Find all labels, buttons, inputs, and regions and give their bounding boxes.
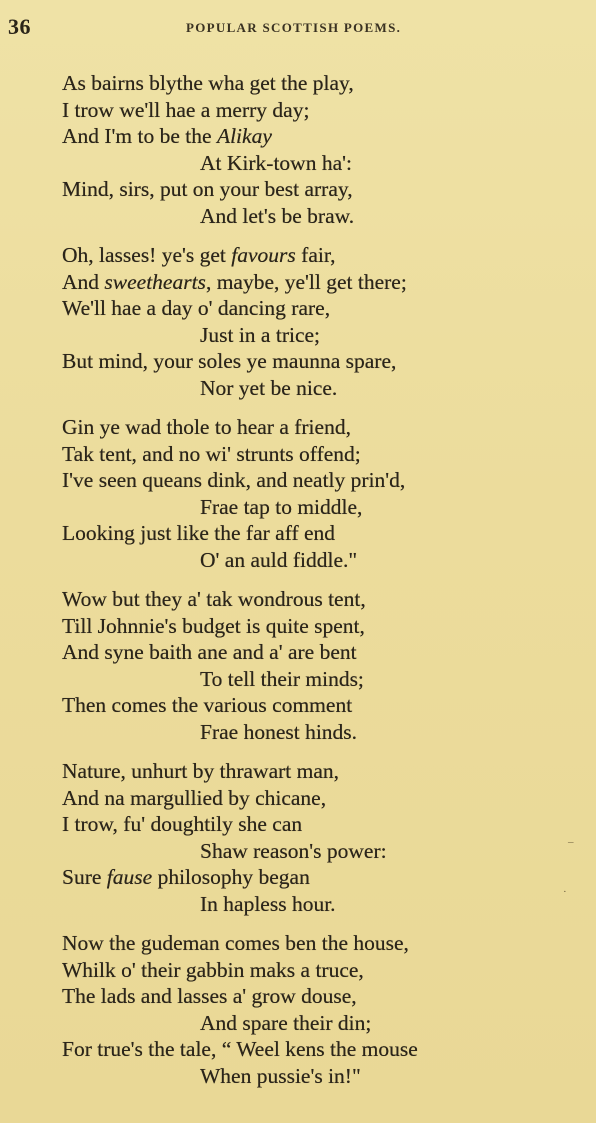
- poem-line: [62, 520, 582, 547]
- italic-word: Alikay: [216, 124, 272, 148]
- poem-line: [62, 586, 582, 613]
- line-text: We'll hae a day o' dancing rare,: [62, 296, 331, 320]
- line-text: And: [62, 269, 105, 294]
- poem-line: [62, 441, 582, 468]
- stanza: [62, 930, 582, 1089]
- italic-word: favours: [231, 243, 296, 267]
- poem-line: [62, 930, 582, 957]
- poem-line: [62, 414, 582, 441]
- line-text: Wow but they a' tak wondrous tent,: [62, 587, 366, 611]
- line-text: To tell their minds;: [200, 666, 364, 691]
- line-text: Then comes the various comment: [62, 693, 353, 717]
- line-text: And let's be braw.: [200, 203, 355, 228]
- poem-line: [62, 97, 582, 124]
- poem-line: [62, 983, 582, 1010]
- line-text: Gin ye wad thole to hear a friend,: [62, 415, 351, 439]
- poem-line: [62, 348, 582, 375]
- line-text: Now the gudeman comes ben the house,: [62, 931, 409, 955]
- line-text: Oh, lasses! ye's get: [62, 243, 232, 267]
- line-text: Frae tap to middle,: [200, 494, 363, 519]
- line-text: I've seen queans dink, and neatly prin'd,: [62, 468, 406, 492]
- line-text-after: fair,: [295, 243, 336, 267]
- poem-line: [62, 666, 582, 693]
- line-text: Nor yet be nice.: [200, 375, 338, 400]
- italic-word: sweethearts: [104, 269, 206, 294]
- line-text: But mind, your soles ye maunna spare,: [62, 349, 397, 373]
- poem-line: [62, 70, 582, 97]
- poem-line: [62, 811, 582, 838]
- line-text: I trow we'll hae a merry day;: [62, 97, 310, 122]
- stanza: [62, 70, 582, 229]
- poem-line: [62, 375, 582, 402]
- line-text: When pussie's in!": [200, 1063, 361, 1088]
- poem-line: [62, 203, 582, 230]
- line-text: The lads and lasses a' grow douse,: [62, 984, 357, 1008]
- stanza: [62, 414, 582, 573]
- poem-line: [62, 295, 582, 322]
- line-text: In hapless hour.: [200, 891, 336, 916]
- poem-line: [62, 467, 582, 494]
- poem-line: [62, 150, 582, 177]
- poem-line: [62, 1010, 582, 1037]
- poem-line: [62, 1036, 582, 1063]
- line-text: Whilk o' their gabbin maks a truce,: [62, 957, 364, 982]
- poem-line: [62, 242, 582, 269]
- poem-line: [62, 176, 582, 203]
- line-text: Looking just like the far aff end: [62, 521, 336, 545]
- stanza: [62, 586, 582, 745]
- poem-line: [62, 269, 582, 296]
- poem-line: [62, 613, 582, 640]
- line-text: Frae honest hinds.: [200, 719, 358, 744]
- poem-line: [62, 758, 582, 785]
- line-text: Till Johnnie's budget is quite spent,: [62, 613, 365, 638]
- line-text: Tak tent, and no wi' strunts offend;: [62, 441, 361, 466]
- poem-line: [62, 891, 582, 918]
- line-text: At Kirk-town ha':: [200, 150, 352, 175]
- line-text: And spare their din;: [200, 1010, 372, 1035]
- line-text: Mind, sirs, put on your best array,: [62, 177, 353, 201]
- poem-line: [62, 322, 582, 349]
- line-text-after: , maybe, ye'll get there;: [205, 269, 407, 294]
- poem-line: [62, 123, 582, 150]
- line-text: And na margullied by chicane,: [62, 785, 327, 810]
- line-text: And I'm to be the: [62, 124, 217, 148]
- line-text: As bairns blythe wha get the play,: [62, 71, 354, 95]
- poem-body: [62, 70, 582, 1102]
- line-text: For true's the tale, “ Weel kens the mouse: [62, 1037, 418, 1061]
- line-text: Nature, unhurt by thrawart man,: [62, 759, 340, 783]
- line-text: And syne baith ane and a' are bent: [62, 640, 357, 664]
- line-text: I trow, fu' doughtily she can: [62, 812, 303, 836]
- poem-line: [62, 838, 582, 865]
- poem-line: [62, 957, 582, 984]
- poem-line: [62, 719, 582, 746]
- poem-line: [62, 494, 582, 521]
- running-head: POPULAR SCOTTISH POEMS.: [186, 20, 402, 35]
- page-header: [0, 14, 596, 44]
- poem-line: [62, 639, 582, 666]
- poem-line: [62, 1063, 582, 1090]
- poem-line: [62, 864, 582, 891]
- stanza: [62, 758, 582, 917]
- poem-line: [62, 692, 582, 719]
- line-text: Shaw reason's power:: [200, 838, 387, 863]
- line-text: O' an auld fiddle.": [200, 547, 358, 572]
- poem-line: [62, 547, 582, 574]
- page-number: 36: [8, 14, 31, 39]
- poem-line: [62, 785, 582, 812]
- stanza: [62, 242, 582, 401]
- margin-mark: –: [568, 836, 574, 848]
- line-text: Sure: [62, 865, 107, 889]
- margin-mark: ·: [563, 886, 567, 898]
- line-text: Just in a trice;: [200, 322, 321, 347]
- line-text-after: philosophy began: [152, 865, 310, 889]
- italic-word: fause: [106, 865, 153, 889]
